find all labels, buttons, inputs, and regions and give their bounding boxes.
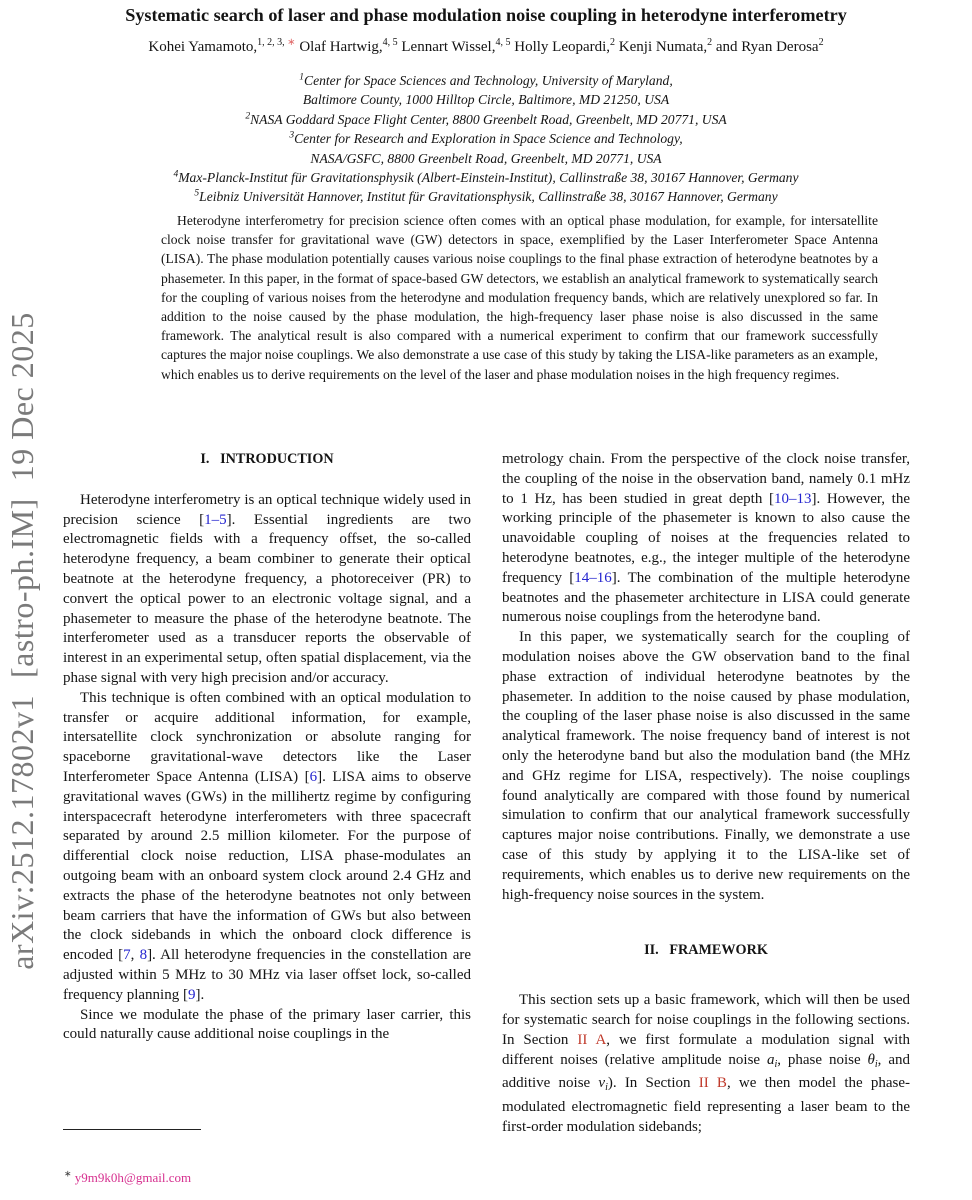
paragraph	[63, 689, 471, 1006]
author	[299, 39, 397, 55]
text-run: , we first formulate a modulation signal with different noises (relative amplitude noise	[502, 1031, 910, 1068]
affiliation-text: Center for Research and Exploration in Space Science and Technology,	[294, 131, 683, 147]
math-variable: a	[766, 1051, 775, 1068]
text-run: ]. LISA aims to observe gravitational waves (GWs) in the millihertz regime by configuring interspacecraft heterodyne interferometers with three spacecraft separated by around 2.5 million kilometer. For the purpose of differential clock noise reduction, LISA phase-modulates an outgoing beam with an onboard system clock around 2.4 GHz and extracts the phase of the heterodyne beatnotes not only between beam carriers that have the information of GWs but also between the clock sidebands in which the onboard clock difference is encoded [	[63, 768, 471, 964]
author-affiliation-sup: 4, 5	[382, 37, 398, 48]
paragraph	[502, 628, 910, 905]
affiliation-sup: 5	[194, 188, 200, 199]
text-run: ]. The combination of the multiple heterodyne beatnotes and the phasemeter architecture in LISA could generate numerous noise couplings from the heterodyne band.	[502, 569, 910, 626]
affiliation-text: NASA/GSFC, 8800 Greenbelt Road, Greenbelt, MD 20771, USA	[310, 150, 662, 166]
section-heading-introduction: I. INTRODUCTION	[200, 451, 334, 467]
affiliation-line	[0, 187, 972, 206]
author-name: Kenji Numata,	[618, 39, 708, 55]
paragraph	[63, 491, 471, 689]
citation-link[interactable]: 9	[187, 986, 196, 1003]
paragraph	[502, 991, 910, 1138]
text-run: metrology chain. From the perspective of the clock noise transfer, the coupling of the noise in the observation band, namely 0.1 mHz to 1 Hz, has been studied in great depth [	[502, 451, 910, 507]
text-run: , phase noise	[777, 1051, 868, 1068]
affiliation-text: NASA Goddard Space Flight Center, 8800 Greenbelt Road, Greenbelt, MD 20771, USA	[250, 111, 727, 127]
author	[716, 39, 824, 55]
author-name: and Ryan Derosa	[715, 39, 819, 55]
section-ref-link[interactable]: II A	[577, 1031, 607, 1048]
affiliation-sup: 1	[299, 72, 304, 83]
text-run: In this paper, we systematically search for the coupling of modulation noises above the GW observation band to the final phase extraction of individual heterodyne beatnotes by the phasemeter. In addition to the noise caused by phase modulation, the coupling of the laser phase noise is also discussed in the same analytical framework. The noise frequency band of interest is not only the heterodyne band but also the modulation band (the MHz and GHz regime for LISA, respectively). The noise couplings found analytically are compared with those found by numerical simulation to confirm that our analytical framework successfully captures major noise contributions. Finally, we demonstrate a use case of this study by applying it to the LISA-like set of requirements, which enables us to derive new requirements on the high-frequency noise sources in the system.	[502, 629, 910, 903]
text-run: , we then model the phase-modulated electromagnetic field representing a laser beam to the first-order modulation sidebands;	[502, 1075, 911, 1135]
text-run: ].	[195, 986, 205, 1003]
citation-link[interactable]: 14–16	[574, 569, 612, 586]
text-run: ). In Section	[607, 1075, 699, 1092]
affiliation-line	[0, 168, 972, 187]
abstract-text: Heterodyne interferometry for precision science often comes with an optical phase modulation, for example, for intersatellite clock noise transfer for gravitational wave (GW) detectors in space, exemplified by the Laser Interferometer Space Antenna (LISA). The phase modulation potentially causes various noise couplings to the final phase extraction of heterodyne beatnotes by a phasemeter. In this paper, in the format of space-based GW detectors, we establish an analytical framework to systematically search for the coupling of various noises from the heterodyne and modulation frequency bands, which are relatively unexplored so far. In addition to the noise caused by the phase modulation, the high-frequency laser phase noise is also discussed in the same framework. The analytical result is also compared with a numerical experiment to confirm that our framework successfully captures the major noise couplings. We also demonstrate a use case of this study by taking the LISA-like parameters as an example, which enables us to derive requirements on the level of the laser and phase modulation noises in the high frequency regimes.	[161, 213, 878, 382]
math-variable: θ	[867, 1051, 875, 1068]
author-name: Kohei Yamamoto,	[148, 39, 258, 55]
arxiv-watermark: arXiv:2512.17802v1 [astro-ph.IM] 19 Dec 2025	[4, 312, 40, 970]
section-heading-framework: II. FRAMEWORK	[644, 942, 768, 959]
affiliation-line	[0, 149, 972, 168]
citation-link[interactable]: 6	[309, 768, 318, 785]
affiliation-line	[0, 110, 972, 129]
author-name: Holly Leopardi,	[514, 39, 611, 55]
corresponding-author-star[interactable]: ∗	[287, 37, 296, 48]
affiliation-text: Baltimore County, 1000 Hilltop Circle, Baltimore, MD 21250, USA	[302, 92, 670, 108]
author-affiliation-sup: 4, 5	[495, 37, 511, 48]
framework-text	[502, 991, 910, 1138]
author-line	[0, 39, 972, 56]
section-ref-link[interactable]: II B	[698, 1075, 727, 1092]
author-name: Olaf Hartwig,	[299, 39, 383, 55]
paragraph	[63, 1006, 471, 1046]
abstract	[161, 211, 878, 384]
footnote-marker: ∗	[64, 1168, 72, 1179]
text-run: Since we modulate the phase of the primary laser carrier, this could naturally cause additional noise couplings in the	[63, 1006, 471, 1043]
introduction-text-right	[502, 450, 910, 905]
affiliation-sup: 2	[245, 111, 251, 122]
author-affiliation-sup: 1, 2, 3, ∗	[257, 37, 296, 48]
author	[619, 39, 712, 55]
citation-link[interactable]: 8	[139, 947, 148, 964]
paragraph	[502, 450, 910, 628]
text-run: Heterodyne interferometry is an optical technique widely used in precision science [	[63, 491, 471, 528]
author	[401, 39, 510, 55]
citation-link[interactable]: 10–13	[773, 490, 812, 507]
affiliation-line	[0, 71, 972, 90]
author-affiliation-sup: 2	[818, 37, 824, 48]
affiliation-sup: 3	[289, 130, 295, 141]
author	[148, 39, 295, 55]
math-subscript: i	[605, 1082, 608, 1094]
author-name: Lennart Wissel,	[401, 39, 496, 55]
citation-link[interactable]: 7	[123, 947, 131, 964]
affiliation-line	[0, 129, 972, 148]
text-run: ]. All heterodyne frequencies in the constellation are adjusted within 5 MHz to 30 MHz via laser offset lock, so-called frequency planning [	[63, 947, 472, 1003]
math-subscript: i	[874, 1058, 878, 1070]
author-affiliation-sup: 2	[707, 37, 713, 48]
author-affiliation-sup: 2	[610, 37, 616, 48]
author	[514, 39, 615, 55]
text-run: ]. Essential ingredients are two electromagnetic fields with a frequency offset, the so-called heterodyne frequency, a beam combiner to generate their optical beatnote at the heterodyne frequency, a photoreceiver (PR) to convert the optical power to an electronic voltage signal, and a phasemeter to measure the phase of the heterodyne beatnote. The interferometer used as a transducer reports the observable of interest in an experimental setup, often spatial displacement, via the phase signal with very high precision and/or accuracy.	[63, 511, 471, 686]
text-run: This technique is often combined with an optical modulation to transfer or acquire additional information, for example, intersatellite clock synchronization or absolute ranging for spaceborne gravitational-wave detectors like the Laser Interferometer Space Antenna (LISA) [	[63, 689, 471, 785]
affiliation-text: Center for Space Sciences and Technology, University of Maryland,	[304, 73, 673, 88]
math-subscript: i	[774, 1058, 778, 1070]
footnote-rule	[63, 1129, 201, 1130]
text-run: ,	[130, 947, 140, 964]
footnote-email-link[interactable]: y9m9k0h@gmail.com	[74, 1170, 192, 1185]
footnote	[64, 1170, 191, 1186]
text-run: , and additive noise	[502, 1051, 910, 1092]
right-column	[502, 450, 910, 1138]
affiliation-line	[0, 90, 972, 109]
paper-title: Systematic search of laser and phase modulation noise coupling in heterodyne interferometry	[125, 5, 847, 25]
text-run: ]. However, the working principle of the phasemeter is known to also cause the unavoidable coupling of noises at the frequencies related to heterodyne beatnotes, e.g., the integer multiple of the heterodyne frequency [	[502, 490, 911, 586]
affiliation-text: Max-Planck-Institut für Gravitationsphysik (Albert-Einstein-Institut), Callinstraße 38, 30167 Hannover, Germany	[178, 170, 799, 186]
citation-link[interactable]: 1–5	[204, 511, 227, 528]
introduction-text-left	[63, 491, 471, 1045]
math-variable: ν	[598, 1075, 606, 1092]
left-column	[63, 450, 471, 1045]
affiliation-text: Leibniz Universität Hannover, Institut für Gravitationsphysik, Callinstraße 38, 30167 Hannover, Germany	[199, 189, 778, 205]
affiliations	[0, 71, 972, 207]
text-run: This section sets up a basic framework, which will then be used for systematic search for noise couplings in the following sections. In Section	[502, 992, 910, 1048]
affiliation-sup: 4	[173, 169, 179, 180]
